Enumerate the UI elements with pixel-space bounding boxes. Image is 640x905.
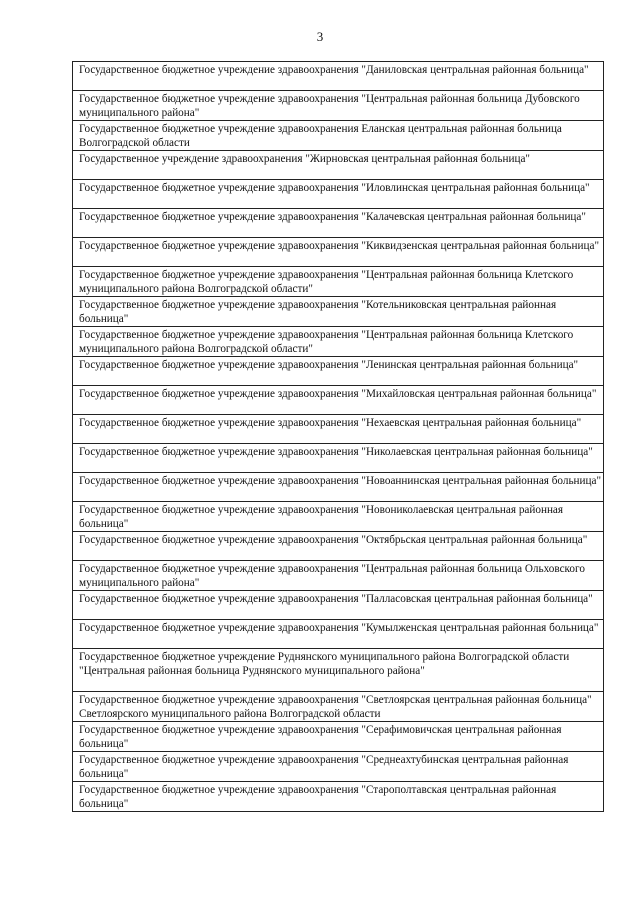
table-cell: Государственное бюджетное учреждение здравоохранения "Новониколаевская центральная районная больница" <box>73 502 604 532</box>
table-row <box>73 297 604 327</box>
table-cell: Государственное бюджетное учреждение здравоохранения "Центральная районная больница Клетского муниципального района Волгоградской области" <box>73 327 604 357</box>
table-row <box>73 561 604 591</box>
table-cell: Государственное бюджетное учреждение здравоохранения "Центральная районная больница Дубовского муниципального района" <box>73 91 604 121</box>
table-cell: Государственное бюджетное учреждение здравоохранения "Даниловская центральная районная больница" <box>73 62 604 91</box>
table-cell: Государственное бюджетное учреждение здравоохранения "Палласовская центральная районная больница" <box>73 591 604 620</box>
table-cell: Государственное бюджетное учреждение здравоохранения "Старополтавская центральная районная больница" <box>73 782 604 812</box>
table-row <box>73 444 604 473</box>
table-cell: Государственное бюджетное учреждение здравоохранения "Ленинская центральная районная больница" <box>73 357 604 386</box>
page-number: 3 <box>316 29 324 44</box>
table-cell: Государственное бюджетное учреждение здравоохранения "Нехаевская центральная районная больница" <box>73 415 604 444</box>
table-cell: Государственное бюджетное учреждение здравоохранения "Калачевская центральная районная больница" <box>73 209 604 238</box>
table-row <box>73 327 604 357</box>
table-cell: Государственное бюджетное учреждение здравоохранения "Новоаннинская центральная районная больница" <box>73 473 604 502</box>
table-row <box>73 180 604 209</box>
table-cell: Государственное бюджетное учреждение здравоохранения "Кумылженская центральная районная больница" <box>73 620 604 649</box>
table-row <box>73 415 604 444</box>
table-cell: Государственное бюджетное учреждение здравоохранения "Светлоярская центральная районная больница" Светлоярского муниципального района Волгоградской области <box>73 692 604 722</box>
institutions-table <box>72 61 604 812</box>
table-cell: Государственное бюджетное учреждение здравоохранения "Серафимовичская центральная районная больница" <box>73 722 604 752</box>
table-row <box>73 752 604 782</box>
table-cell: Государственное бюджетное учреждение здравоохранения "Октябрьская центральная районная больница" <box>73 532 604 561</box>
table-row <box>73 357 604 386</box>
table-row <box>73 386 604 415</box>
table-row <box>73 209 604 238</box>
table-cell: Государственное бюджетное учреждение здравоохранения "Михайловская центральная районная больница" <box>73 386 604 415</box>
institutions-table-body <box>73 62 604 812</box>
table-row <box>73 238 604 267</box>
table-cell: Государственное учреждение здравоохранения "Жирновская центральная районная больница" <box>73 151 604 180</box>
table-cell: Государственное бюджетное учреждение здравоохранения "Николаевская центральная районная больница" <box>73 444 604 473</box>
table-row <box>73 591 604 620</box>
table-row <box>73 121 604 151</box>
table-cell: Государственное бюджетное учреждение здравоохранения "Среднеахтубинская центральная районная больница" <box>73 752 604 782</box>
table-cell: Государственное бюджетное учреждение здравоохранения "Котельниковская центральная районная больница" <box>73 297 604 327</box>
table-row <box>73 620 604 649</box>
table-row <box>73 692 604 722</box>
table-cell: Государственное бюджетное учреждение здравоохранения "Иловлинская центральная районная больница" <box>73 180 604 209</box>
table-row <box>73 502 604 532</box>
table-row <box>73 649 604 692</box>
table-cell: Государственное бюджетное учреждение здравоохранения "Киквидзенская центральная районная больница" <box>73 238 604 267</box>
table-row <box>73 151 604 180</box>
table-cell: Государственное бюджетное учреждение здравоохранения "Центральная районная больница Ольховского муниципального района" <box>73 561 604 591</box>
table-row <box>73 62 604 91</box>
table-row <box>73 782 604 812</box>
table-row <box>73 473 604 502</box>
table-row <box>73 532 604 561</box>
table-cell: Государственное бюджетное учреждение здравоохранения "Центральная районная больница Клетского муниципального района Волгоградской области" <box>73 267 604 297</box>
table-cell: Государственное бюджетное учреждение Руднянского муниципального района Волгоградской области "Центральная районная больница Руднянского муниципального района" <box>73 649 604 692</box>
table-row <box>73 722 604 752</box>
table-row <box>73 91 604 121</box>
table-cell: Государственное бюджетное учреждение здравоохранения Еланская центральная районная больница Волгоградской области <box>73 121 604 151</box>
table-row <box>73 267 604 297</box>
